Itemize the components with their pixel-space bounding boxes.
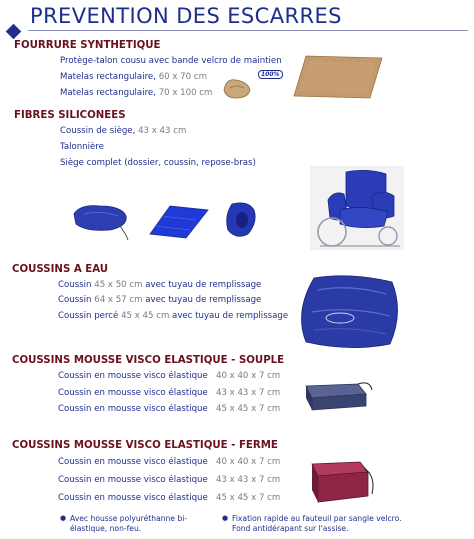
list-item: Coussin percé 45 x 45 cm avec tuyau de remplissage [58,311,289,321]
bullet-icon: ● [222,514,229,522]
page-title: PREVENTION DES ESCARRES [30,4,342,28]
footer-note-left: ● Avec housse polyuréthanne bi-élastique, non-feu. [60,514,188,533]
water-cushion-image [294,272,406,352]
list-item: Coussin en mousse visco élastique 43 x 43 x 7 cm [58,475,281,485]
100-percent-badge: 100% [258,70,283,79]
list-item: Coussin en mousse visco élastique 45 x 45 x 7 cm [58,404,281,414]
list-item: Talonnière [60,142,104,152]
list-item: Coussin 45 x 50 cm avec tuyau de remplissage [58,280,262,290]
list-item: Coussin en mousse visco élastique 43 x 43 x 7 cm [58,388,281,398]
list-item: Coussin en mousse visco élastique 45 x 45 x 7 cm [58,493,281,503]
list-item: Matelas rectangulaire, 60 x 70 cm [60,72,207,82]
title-underline [28,30,468,31]
list-item: Siège complet (dossier, coussin, repose-bras) [60,158,256,168]
list-item: Matelas rectangulaire, 70 x 100 cm [60,88,213,98]
footer-note-right: ● Fixation rapide au fauteuil par sangle velcro. Fond antidérapant sur l'assise. [222,514,402,533]
heel-pad-image [222,198,262,242]
wheelchair-seat-image [310,166,404,250]
silicone-cushion-image [70,200,132,242]
section-heading-coussins-eau: COUSSINS A EAU [12,264,109,275]
diamond-bullet-icon [6,24,22,40]
firm-foam-cushion-image [304,460,376,508]
list-item: Coussin 64 x 57 cm avec tuyau de remplissage [58,295,262,305]
section-heading-visco-souple: COUSSINS MOUSSE VISCO ELASTIQUE - SOUPLE [12,355,285,366]
section-heading-fourrure: FOURRURE SYNTHETIQUE [14,40,161,51]
section-heading-visco-ferme: COUSSINS MOUSSE VISCO ELASTIQUE - FERME [12,440,278,451]
list-item: Coussin en mousse visco élastique 40 x 40 x 7 cm [58,371,281,381]
bullet-icon: ● [60,514,67,522]
silicone-mat-image [148,204,210,240]
list-item: Protège-talon cousu avec bande velcro de maintien [60,56,282,66]
fur-mattress-image [292,52,384,102]
list-item: Coussin en mousse visco élastique 40 x 40 x 7 cm [58,457,281,467]
soft-foam-cushion-image [300,378,374,412]
section-heading-fibres: FIBRES SILICONEES [14,110,126,121]
heel-protector-image [220,74,256,102]
list-item: Coussin de siège, 43 x 43 cm [60,126,187,136]
